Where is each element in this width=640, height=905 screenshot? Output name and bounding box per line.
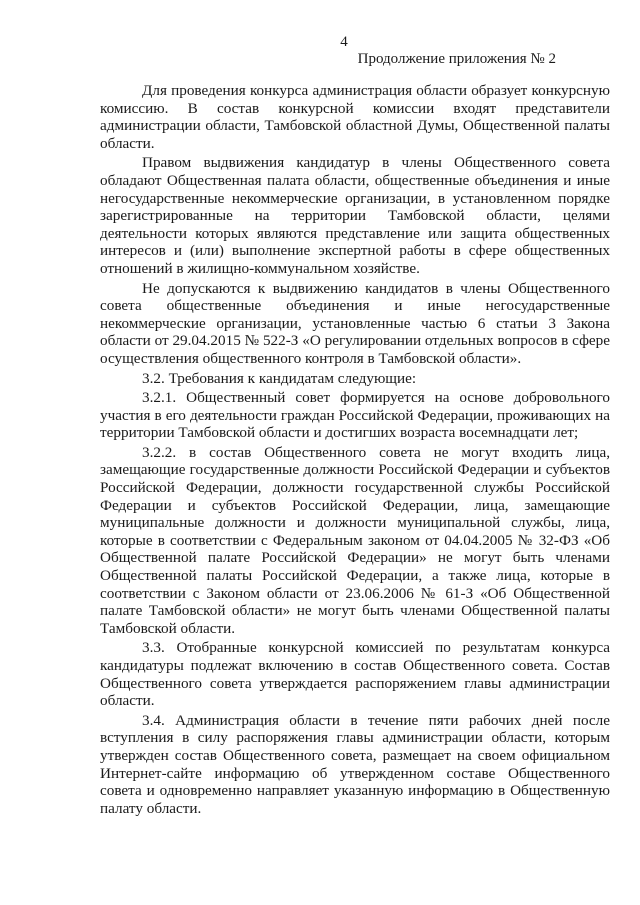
paragraph-nomination-right: Правом выдвижения кандидатур в члены Общественного совета обладают Общественная палата области, общественные объединения и иные негосударственные некоммерческие организации, в установленном порядке зарегистрированные на территории Тамбовской области, целями деятельности которых являются представление или защита общественных интересов и (или) выполнение экспертной работы в сфере общественных отношений в жилищно-коммунальном хозяйстве.: [100, 154, 610, 277]
document-body: [100, 82, 610, 819]
paragraph-3-2-2: 3.2.2. в состав Общественного совета не могут входить лица, замещающие государственные должности Российской Федерации и субъектов Российской Федерации, должности государственной службы Российской Федерации и субъектов Российской Федерации, лица, замещающие муниципальные должности и должности муниципальной службы, лица, которые в соответствии с Федеральным законом от 04.04.2005 № 32-ФЗ «Об Общественной палате Российской Федерации» не могут быть членами Общественной палаты Российской Федерации, а также лица, которые в соответствии с Законом области от 23.06.2006 № 61-З «Об Общественной палате Тамбовской области» не могут быть членами Общественной палаты Тамбовской области.: [100, 443, 610, 637]
page-number: 4: [340, 34, 348, 50]
paragraph-3-3: 3.3. Отобранные конкурсной комиссией по результатам конкурса кандидатуры подлежат включению в состав Общественного совета. Состав Общественного совета утверждается распоряжением главы администрации области.: [100, 639, 610, 710]
paragraph-competition-commission: Для проведения конкурса администрация области образует конкурсную комиссию. В состав конкурсной комиссии входят представители администрации области, Тамбовской областной Думы, Общественной палаты области.: [100, 82, 610, 152]
paragraph-3-2-1: 3.2.1. Общественный совет формируется на основе добровольного участия в его деятельности граждан Российской Федерации, проживающих на территории Тамбовской области и достигших возраста восемнадцати лет;: [100, 389, 610, 442]
paragraph-nomination-exclusions: Не допускаются к выдвижению кандидатов в члены Общественного совета общественные объединения и иные негосударственные некоммерческие организации, установленные частью 6 статьи 3 Закона области от 29.04.2015 № 522-З «О регулировании отдельных вопросов в сфере осуществления общественного контроля в Тамбовской области».: [100, 279, 610, 367]
paragraph-3-2-heading: 3.2. Требования к кандидатам следующие:: [142, 369, 417, 387]
paragraph-3-4: 3.4. Администрация области в течение пяти рабочих дней после вступления в силу распоряжения главы администрации области, которым утвержден состав Общественного совета, размещает на своем официальном Интернет-сайте информацию об утвержденном составе Общественного совета и одновременно направляет указанную информацию в Общественную палату области.: [100, 711, 610, 817]
appendix-continuation-note: Продолжение приложения № 2: [357, 51, 556, 67]
